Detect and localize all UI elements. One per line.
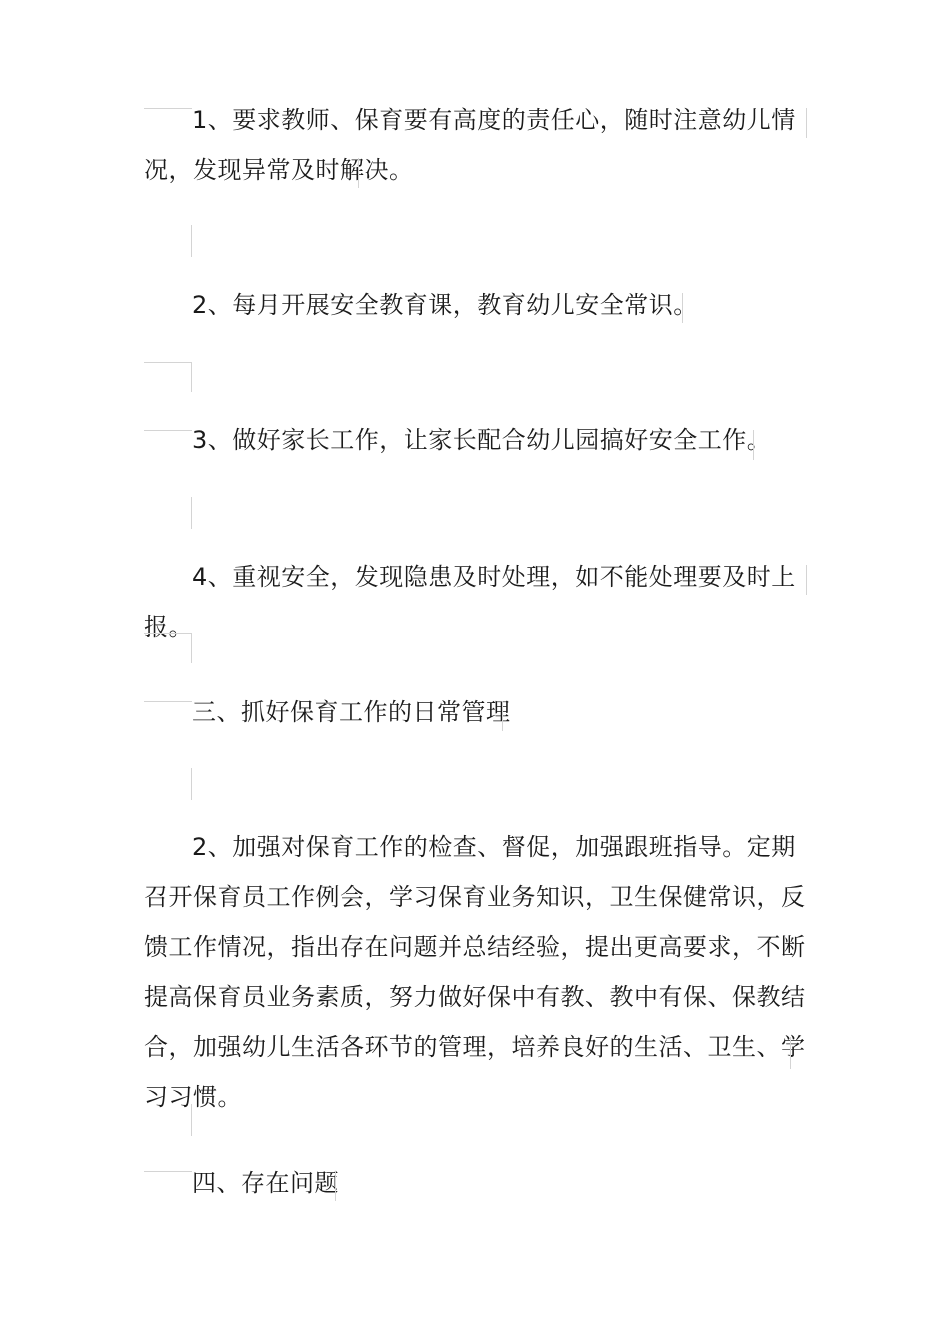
boundary-mark bbox=[753, 430, 754, 460]
boundary-mark bbox=[144, 633, 192, 634]
paragraph-item-3: 3、做好家长工作，让家长配合幼儿园搞好安全工作。 bbox=[192, 426, 772, 454]
boundary-mark bbox=[191, 497, 192, 529]
boundary-mark bbox=[144, 1171, 192, 1172]
boundary-mark bbox=[144, 362, 192, 363]
section-heading-4: 四、存在问题 bbox=[192, 1169, 339, 1197]
boundary-mark bbox=[144, 701, 192, 702]
boundary-mark bbox=[191, 633, 192, 663]
boundary-mark bbox=[191, 768, 192, 800]
boundary-mark bbox=[144, 430, 192, 431]
boundary-mark bbox=[502, 701, 503, 731]
boundary-mark bbox=[335, 1171, 336, 1201]
boundary-mark bbox=[806, 108, 807, 138]
boundary-mark bbox=[358, 158, 359, 188]
boundary-mark bbox=[682, 293, 683, 323]
boundary-mark bbox=[806, 565, 807, 595]
boundary-mark bbox=[144, 108, 192, 109]
boundary-mark bbox=[191, 362, 192, 392]
paragraph-item-1: 1、要求教师、保育要有高度的责任心，随时注意幼儿情况，发现异常及时解决。 bbox=[144, 106, 796, 184]
paragraph-item-5: 2、加强对保育工作的检查、督促，加强跟班指导。定期召开保育员工作例会，学习保育业务知识，卫生保健常识，反馈工作情况，指出存在问题并总结经验，提出更高要求，不断提高保育员业务素质，努力做好保中有教、教中有保、保教结合，加强幼儿生活各环节的管理，培养良好的生活、卫生、学习习惯。 bbox=[144, 833, 806, 1111]
section-heading-3: 三、抓好保育工作的日常管理 bbox=[192, 698, 511, 726]
boundary-mark bbox=[191, 225, 192, 257]
boundary-mark bbox=[191, 1104, 192, 1136]
paragraph-item-2: 2、每月开展安全教育课，教育幼儿安全常识。 bbox=[192, 291, 698, 319]
paragraph-item-4: 4、重视安全，发现隐患及时处理，如不能处理要及时上报。 bbox=[144, 563, 796, 641]
boundary-mark bbox=[790, 1037, 791, 1069]
